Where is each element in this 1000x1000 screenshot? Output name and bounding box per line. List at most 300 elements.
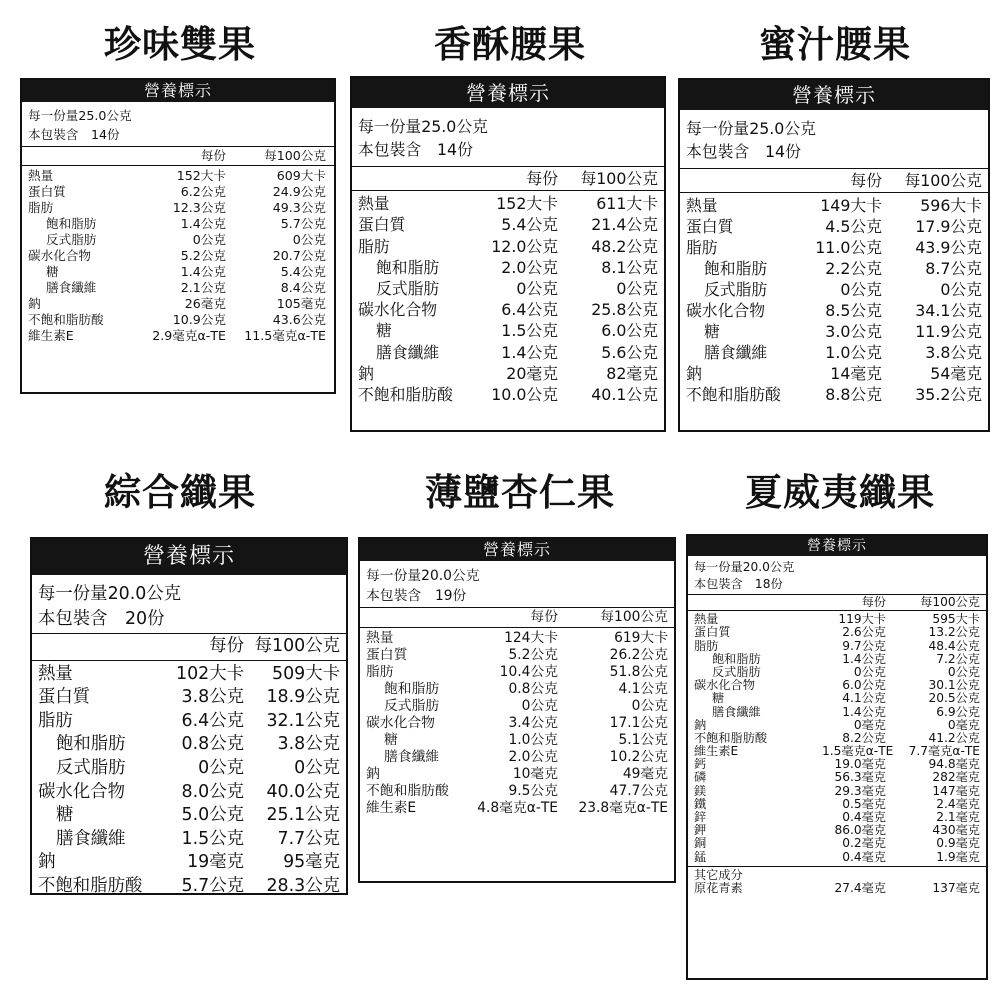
nutrient-row	[688, 640, 980, 653]
nutrient-row	[360, 800, 668, 817]
nutrient-rows	[32, 661, 346, 895]
column-header-per-100g: 每100公克	[254, 636, 340, 656]
nutrient-per-100g: 5.7公克	[280, 216, 326, 231]
nutrient-name: 糖	[704, 322, 720, 341]
nutrient-per-serving: 102大卡	[176, 663, 244, 684]
nutrient-name: 鈉	[358, 363, 374, 383]
nutrient-row	[22, 248, 326, 264]
column-header-per-serving: 每份	[861, 595, 886, 609]
nutrient-per-serving: 5.0公克	[181, 805, 244, 826]
nutrient-per-serving: 5.2公克	[508, 647, 558, 663]
nutrient-row	[352, 384, 658, 405]
column-header-per-100g: 每100公克	[580, 169, 658, 188]
nutrient-name: 飽和脂肪	[376, 257, 440, 277]
serving-info	[680, 110, 988, 169]
nutrient-per-100g: 609大卡	[276, 168, 326, 183]
nutrient-per-serving: 11.0公克	[815, 238, 882, 257]
nutrient-per-100g: 11.5毫克α-TE	[244, 328, 326, 343]
nutrient-per-serving: 2.6公克	[842, 625, 886, 640]
nutrient-per-100g: 94.8毫克	[928, 757, 980, 772]
nutrient-name: 糖	[384, 732, 398, 748]
nutrient-per-100g: 282毫克	[932, 770, 980, 785]
nutrient-per-serving: 5.4公克	[501, 215, 558, 235]
nutrient-per-serving: 2.9毫克α-TE	[152, 328, 226, 343]
nutrient-per-100g: 2.4毫克	[936, 796, 980, 811]
nutrient-per-serving: 6.2公克	[180, 184, 226, 199]
nutrient-per-serving: 124大卡	[504, 630, 558, 646]
nutrient-name: 不飽和脂肪酸	[28, 312, 104, 327]
nutrient-per-100g: 4.1公克	[618, 681, 668, 697]
nutrient-row	[680, 216, 982, 237]
column-header-per-serving: 每份	[209, 636, 244, 656]
nutrient-per-100g: 25.8公克	[591, 300, 658, 320]
serving-info	[352, 108, 664, 167]
nutrition-label-macadamia-fiber	[686, 534, 988, 980]
nutrient-row	[360, 715, 668, 732]
nutrient-row	[360, 749, 668, 766]
label-header: 營養標示	[32, 539, 346, 575]
nutrient-per-serving: 2.0公克	[501, 257, 558, 277]
nutrient-per-100g: 32.1公克	[266, 710, 340, 731]
nutrient-per-100g: 2.1毫克	[936, 810, 980, 825]
nutrient-per-100g: 8.4公克	[280, 280, 326, 295]
nutrient-name: 銅	[694, 837, 707, 851]
nutrient-name: 碳水化合物	[358, 300, 437, 320]
nutrient-per-100g: 26.2公克	[609, 647, 668, 663]
nutrient-per-serving: 4.8毫克α-TE	[477, 800, 558, 816]
nutrient-per-serving: 0.8公克	[508, 681, 558, 697]
nutrient-name: 蛋白質	[28, 184, 66, 199]
nutrient-row	[32, 757, 340, 781]
nutrient-name: 反式脂肪	[376, 278, 440, 298]
serving-size: 每一份量20.0公克	[38, 584, 182, 604]
nutrient-per-100g: 3.8公克	[277, 734, 340, 755]
nutrient-name: 膳食纖維	[56, 828, 126, 849]
column-header-item	[366, 608, 468, 627]
nutrient-name: 維生素E	[28, 328, 74, 343]
nutrition-label-honey-cashew	[678, 78, 990, 432]
nutrient-per-serving: 4.1公克	[842, 691, 886, 706]
nutrient-row	[680, 363, 982, 384]
label-header: 營養標示	[360, 539, 674, 561]
nutrition-label-crispy-cashew	[350, 76, 666, 432]
nutrient-per-100g: 49毫克	[622, 766, 668, 782]
nutrient-per-100g: 509大卡	[272, 663, 340, 684]
column-headers	[688, 595, 986, 611]
serving-size: 每一份量25.0公克	[28, 108, 132, 123]
column-header-per-100g: 每100公克	[920, 595, 980, 609]
nutrient-row	[352, 363, 658, 384]
column-header-per-100g: 每100公克	[264, 148, 326, 163]
nutrient-row	[22, 280, 326, 296]
nutrient-name: 膳食纖維	[712, 705, 761, 719]
nutrient-row	[688, 851, 980, 864]
nutrient-name: 碳水化合物	[38, 781, 125, 802]
nutrient-per-serving: 6.0公克	[842, 678, 886, 693]
nutrient-row	[352, 257, 658, 278]
nutrient-name: 蛋白質	[694, 626, 731, 640]
nutrient-per-serving: 0公克	[853, 664, 886, 679]
nutrient-per-serving: 8.5公克	[825, 301, 882, 320]
nutrient-row	[688, 837, 980, 850]
nutrient-name: 碳水化合物	[686, 301, 765, 320]
nutrient-name: 糖	[712, 692, 725, 706]
nutrient-row	[680, 279, 982, 300]
nutrient-name: 熱量	[366, 630, 394, 646]
nutrient-row	[688, 771, 980, 784]
nutrient-per-serving: 56.3毫克	[834, 770, 886, 785]
nutrient-per-100g: 47.7公克	[609, 783, 668, 799]
nutrient-name: 飽和脂肪	[704, 259, 768, 278]
nutrient-row	[360, 647, 668, 664]
nutrient-per-100g: 43.6公克	[272, 312, 326, 327]
nutrient-name: 反式脂肪	[56, 757, 126, 778]
nutrient-name: 飽和脂肪	[46, 216, 97, 231]
nutrient-name: 脂肪	[694, 639, 719, 653]
nutrient-name: 脂肪	[366, 664, 394, 680]
nutrient-rows	[680, 193, 988, 407]
nutrient-name: 反式脂肪	[712, 665, 761, 679]
column-headers	[22, 147, 334, 166]
nutrient-per-100g: 28.3公克	[266, 875, 340, 895]
nutrient-per-100g: 54毫克	[930, 364, 982, 383]
nutrient-row	[688, 785, 980, 798]
nutrient-row	[360, 783, 668, 800]
nutrient-per-serving: 0.5毫克	[842, 796, 886, 811]
nutrient-row	[360, 681, 668, 698]
nutrient-per-100g: 595大卡	[932, 612, 980, 627]
nutrient-per-serving: 10毫克	[512, 766, 558, 782]
nutrient-per-100g: 7.7公克	[277, 828, 340, 849]
nutrient-row	[680, 342, 982, 363]
nutrient-row	[22, 168, 326, 184]
nutrient-per-100g: 43.9公克	[915, 238, 982, 257]
nutrient-per-serving: 29.3毫克	[834, 783, 886, 798]
nutrient-name: 飽和脂肪	[384, 681, 440, 697]
nutrient-per-100g: 7.2公克	[936, 651, 980, 666]
nutrient-row	[22, 232, 326, 248]
nutrient-name: 鋅	[694, 811, 707, 825]
nutrient-name: 熱量	[358, 194, 390, 214]
nutrient-row	[352, 320, 658, 341]
nutrient-row	[680, 258, 982, 279]
nutrient-row	[22, 328, 326, 344]
servings-per-pack: 本包裝含 19份	[366, 588, 467, 604]
nutrient-name: 原花青素	[694, 881, 743, 895]
nutrient-rows	[360, 628, 674, 819]
nutrient-row	[32, 663, 340, 687]
column-header-per-serving: 每份	[850, 171, 882, 190]
label-header: 營養標示	[688, 536, 986, 556]
column-headers	[360, 608, 674, 628]
nutrient-row	[688, 653, 980, 666]
nutrient-per-serving: 10.9公克	[172, 312, 226, 327]
nutrient-per-serving: 1.4公克	[180, 264, 226, 279]
nutrient-name: 蛋白質	[686, 217, 734, 236]
column-header-item	[358, 167, 476, 190]
nutrient-row	[352, 278, 658, 299]
product-title-honey-cashew: 蜜汁腰果	[759, 23, 911, 66]
nutrient-per-100g: 49.3公克	[272, 200, 326, 215]
nutrient-name: 膳食纖維	[384, 749, 440, 765]
nutrient-per-serving: 6.4公克	[501, 300, 558, 320]
nutrient-name: 反式脂肪	[384, 698, 440, 714]
nutrient-per-100g: 21.4公克	[591, 215, 658, 235]
nutrient-per-serving: 1.4公克	[501, 342, 558, 362]
nutrient-name: 不飽和脂肪酸	[358, 384, 453, 404]
nutrient-per-100g: 619大卡	[614, 630, 668, 646]
nutrient-per-serving: 2.0公克	[508, 749, 558, 765]
nutrient-row	[360, 630, 668, 647]
nutrient-per-100g: 5.4公克	[280, 264, 326, 279]
nutrient-name: 不飽和脂肪酸	[694, 731, 768, 745]
nutrient-name: 鐵	[694, 797, 707, 811]
nutrient-row	[352, 236, 658, 257]
nutrient-name: 鉀	[694, 824, 707, 838]
nutrient-per-serving: 12.3公克	[172, 200, 226, 215]
column-headers	[352, 167, 664, 191]
nutrient-per-100g: 3.8公克	[925, 343, 982, 362]
nutrient-per-100g: 41.2公克	[928, 730, 980, 745]
nutrient-row	[32, 804, 340, 828]
column-header-per-100g: 每100公克	[600, 609, 668, 625]
product-title-macadamia-fiber: 夏威夷纖果	[745, 471, 935, 514]
nutrient-per-serving: 1.5公克	[501, 321, 558, 341]
nutrient-row	[680, 300, 982, 321]
nutrient-row	[360, 766, 668, 783]
nutrient-row	[352, 214, 658, 235]
nutrient-name: 脂肪	[38, 710, 73, 731]
column-header-per-100g: 每100公克	[904, 171, 982, 190]
nutrient-name: 不飽和脂肪酸	[366, 783, 449, 799]
product-title-mixed-fiber: 綜合纖果	[104, 471, 256, 514]
nutrient-name: 飽和脂肪	[712, 652, 761, 666]
nutrient-name: 膳食纖維	[46, 280, 97, 295]
nutrient-name: 碳水化合物	[28, 248, 91, 263]
nutrition-label-zhenwei	[20, 78, 336, 394]
nutrient-name: 鈉	[694, 718, 707, 732]
nutrient-per-100g: 6.0公克	[601, 321, 658, 341]
nutrient-per-serving: 10.4公克	[499, 664, 558, 680]
nutrient-per-serving: 149大卡	[820, 196, 882, 215]
nutrient-per-100g: 8.7公克	[925, 259, 982, 278]
nutrient-row	[32, 851, 340, 875]
nutrient-row	[688, 692, 980, 705]
nutrient-per-serving: 10.0公克	[491, 384, 558, 404]
servings-per-pack: 本包裝含 20份	[38, 609, 165, 629]
serving-info	[360, 561, 674, 608]
nutrient-per-100g: 0公克	[940, 280, 982, 299]
nutrient-row	[22, 216, 326, 232]
nutrient-per-serving: 19毫克	[187, 852, 244, 873]
column-header-item	[694, 595, 822, 610]
nutrient-name: 不飽和脂肪酸	[686, 385, 781, 404]
nutrient-per-serving: 1.5公克	[181, 828, 244, 849]
nutrient-per-100g: 18.9公克	[266, 687, 340, 708]
nutrient-per-serving: 8.8公克	[825, 385, 882, 404]
nutrient-name: 碳水化合物	[694, 679, 755, 693]
nutrient-name: 糖	[376, 321, 392, 341]
nutrient-per-serving: 3.0公克	[825, 322, 882, 341]
nutrient-per-100g: 611大卡	[596, 194, 658, 214]
nutrient-per-100g: 1.9毫克	[936, 849, 980, 864]
nutrient-name: 錳	[694, 850, 707, 864]
servings-per-pack: 本包裝含 14份	[358, 140, 473, 159]
nutrient-per-100g: 51.8公克	[609, 664, 668, 680]
nutrient-row	[688, 626, 980, 639]
nutrient-per-serving: 4.5公克	[825, 217, 882, 236]
product-title-salted-almond: 薄鹽杏仁果	[425, 471, 615, 514]
nutrient-per-serving: 8.0公克	[181, 781, 244, 802]
nutrient-per-serving: 20毫克	[506, 363, 558, 383]
nutrient-per-100g: 5.6公克	[601, 342, 658, 362]
column-header-per-serving: 每份	[530, 609, 558, 625]
nutrient-per-serving: 12.0公克	[491, 236, 558, 256]
nutrient-per-100g: 13.2公克	[928, 625, 980, 640]
product-title-zhenwei: 珍味雙果	[104, 23, 256, 66]
nutrient-per-100g: 105毫克	[276, 296, 326, 311]
nutrient-name: 鈉	[366, 766, 380, 782]
nutrient-per-100g: 20.5公克	[928, 691, 980, 706]
nutrient-per-serving: 3.8公克	[181, 687, 244, 708]
servings-per-pack: 本包裝含 14份	[686, 142, 801, 161]
nutrient-row	[352, 193, 658, 214]
nutrient-per-100g: 40.0公克	[266, 781, 340, 802]
nutrient-per-serving: 0公克	[516, 278, 558, 298]
nutrient-per-100g: 10.2公克	[609, 749, 668, 765]
nutrient-name: 維生素E	[366, 800, 417, 816]
column-header-per-serving: 每份	[200, 148, 226, 163]
column-header-item	[28, 147, 144, 165]
nutrient-row	[688, 719, 980, 732]
nutrient-row	[32, 875, 340, 895]
product-title-crispy-cashew: 香酥腰果	[434, 23, 586, 66]
nutrient-per-100g: 11.9公克	[915, 322, 982, 341]
nutrient-per-serving: 119大卡	[838, 612, 886, 627]
nutrient-per-100g: 0公克	[616, 278, 658, 298]
nutrient-row	[32, 733, 340, 757]
nutrient-per-100g: 34.1公克	[915, 301, 982, 320]
nutrient-row	[22, 296, 326, 312]
column-header-item	[686, 169, 796, 192]
nutrient-per-100g: 25.1公克	[266, 805, 340, 826]
nutrient-row	[22, 200, 326, 216]
nutrient-per-serving: 0公克	[192, 232, 226, 247]
nutrient-per-100g: 35.2公克	[915, 385, 982, 404]
nutrient-per-serving: 2.2公克	[825, 259, 882, 278]
serving-size: 每一份量20.0公克	[694, 560, 795, 574]
nutrient-per-serving: 0毫克	[853, 717, 886, 732]
nutrient-per-serving: 0公克	[198, 757, 244, 778]
nutrition-label-mixed-fiber	[30, 537, 348, 895]
nutrient-rows	[22, 166, 334, 346]
serving-size: 每一份量25.0公克	[358, 117, 488, 136]
nutrient-per-100g: 95毫克	[283, 852, 340, 873]
nutrient-per-serving: 9.5公克	[508, 783, 558, 799]
nutrient-name: 熱量	[28, 168, 54, 183]
nutrient-row	[352, 342, 658, 363]
other-ingredients-heading: 其它成分	[694, 867, 743, 882]
nutrient-per-100g: 23.8毫克α-TE	[578, 800, 668, 816]
nutrient-name: 鈉	[38, 852, 56, 873]
nutrient-name: 維生素E	[694, 745, 739, 759]
nutrient-per-100g: 0公克	[294, 757, 340, 778]
nutrient-per-100g: 82毫克	[606, 363, 658, 383]
nutrient-per-serving: 0.4毫克	[842, 849, 886, 864]
nutrient-name: 熱量	[686, 196, 718, 215]
nutrient-per-100g: 147毫克	[932, 783, 980, 798]
nutrient-per-serving: 0.8公克	[181, 734, 244, 755]
nutrient-name: 飽和脂肪	[56, 734, 126, 755]
nutrient-per-100g: 20.7公克	[272, 248, 326, 263]
nutrient-per-serving: 0公克	[840, 280, 882, 299]
nutrient-name: 鈣	[694, 758, 707, 772]
nutrient-row	[360, 698, 668, 715]
nutrient-per-100g: 0.9毫克	[936, 836, 980, 851]
nutrient-row	[680, 321, 982, 342]
nutrient-name: 膳食纖維	[704, 343, 768, 362]
nutrient-name: 鈉	[28, 296, 41, 311]
nutrient-per-serving: 152大卡	[496, 194, 558, 214]
serving-info	[22, 102, 334, 147]
nutrient-per-100g: 17.1公克	[609, 715, 668, 731]
nutrient-per-100g: 48.4公克	[928, 638, 980, 653]
nutrient-name: 反式脂肪	[704, 280, 768, 299]
nutrient-row	[680, 237, 982, 258]
nutrient-per-serving: 1.0公克	[508, 732, 558, 748]
nutrient-per-100g: 0公克	[292, 232, 326, 247]
nutrient-per-100g: 137毫克	[932, 880, 980, 895]
nutrient-name: 脂肪	[686, 238, 718, 257]
nutrient-rows	[688, 611, 986, 866]
nutrient-row	[360, 664, 668, 681]
nutrient-per-serving: 0.2毫克	[842, 836, 886, 851]
nutrient-per-serving: 19.0毫克	[834, 757, 886, 772]
nutrient-row	[688, 882, 980, 895]
nutrient-per-serving: 14毫克	[830, 364, 882, 383]
nutrient-name: 鈉	[686, 364, 702, 383]
column-header-per-serving: 每份	[526, 169, 558, 188]
other-ingredients	[688, 866, 986, 897]
nutrient-name: 不飽和脂肪酸	[38, 875, 143, 895]
nutrient-row	[32, 781, 340, 805]
nutrient-per-serving: 6.4公克	[181, 710, 244, 731]
nutrient-name: 磷	[694, 771, 707, 785]
nutrient-per-serving: 27.4毫克	[834, 880, 886, 895]
nutrient-row	[680, 195, 982, 216]
nutrient-per-serving: 1.4公克	[842, 704, 886, 719]
servings-per-pack: 本包裝含 14份	[28, 127, 120, 142]
serving-size: 每一份量25.0公克	[686, 119, 816, 138]
serving-size: 每一份量20.0公克	[366, 568, 480, 584]
nutrient-per-100g: 0公克	[631, 698, 668, 714]
nutrient-name: 反式脂肪	[46, 232, 97, 247]
nutrient-per-100g: 430毫克	[932, 823, 980, 838]
nutrient-row	[360, 732, 668, 749]
nutrient-per-100g: 7.7毫克α-TE	[908, 744, 980, 759]
nutrient-name: 熱量	[694, 613, 719, 627]
nutrient-row	[32, 828, 340, 852]
nutrient-name: 蛋白質	[366, 647, 408, 663]
label-header: 營養標示	[680, 80, 988, 110]
nutrient-name: 蛋白質	[38, 687, 91, 708]
nutrient-per-serving: 0公克	[521, 698, 558, 714]
nutrient-name: 脂肪	[358, 236, 390, 256]
nutrient-per-serving: 9.7公克	[842, 638, 886, 653]
nutrient-per-100g: 5.1公克	[618, 732, 668, 748]
nutrient-per-100g: 596大卡	[920, 196, 982, 215]
nutrient-per-100g: 6.9公克	[936, 704, 980, 719]
